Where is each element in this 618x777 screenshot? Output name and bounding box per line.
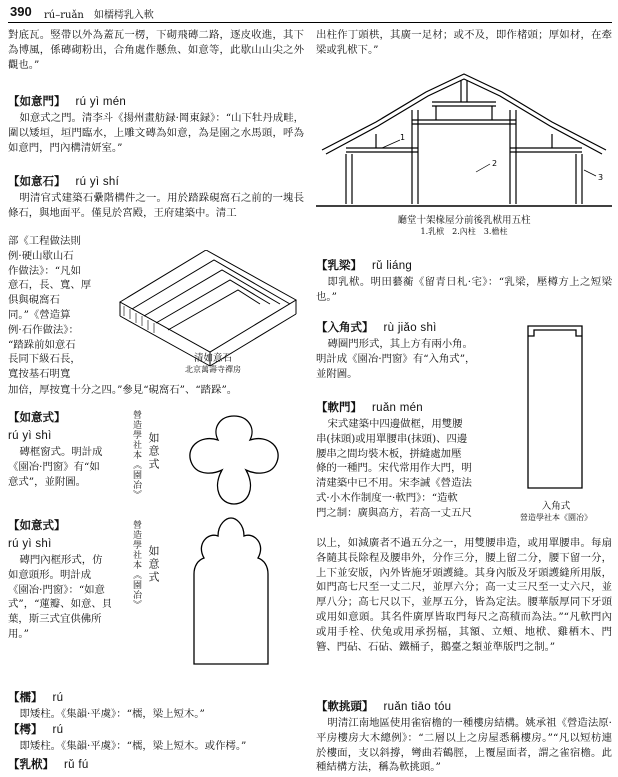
door-figure-label: 如意式 xyxy=(147,545,160,584)
hall-label-1: 1 xyxy=(400,133,406,142)
ruyishi-wrapped-text xyxy=(8,234,126,382)
entry-headword: 【軟門】 xyxy=(316,400,362,414)
entry-pinyin: rù jiǎo shì xyxy=(383,322,437,334)
entry-headword: 【樗】 xyxy=(8,722,43,736)
window-figure-source: 營造學社本《園冶》 xyxy=(131,410,141,500)
text-line: 寬按基石明寬 xyxy=(8,368,71,381)
ruyi-stone-source: 北京萬壽寺禪房 xyxy=(185,365,241,374)
rujiao-caption: 入角式 xyxy=(541,501,571,512)
entry-pinyin: rú yì shí xyxy=(75,176,120,188)
entry-headword: 【如意石】 xyxy=(8,174,66,188)
continuation-text: 出柱作丁頭栱，其廣一足材；或不及，即作楮頭；厚如材，在牽梁或乳栿下。” xyxy=(316,29,612,56)
entry-ruyimen xyxy=(8,92,304,155)
text-line: 同。”《營造算 xyxy=(8,308,71,321)
entry-body: 如意式之門。清李斗《揚州畫舫録·岡東録》：“山下牡丹成畦，圍以矮垣，垣門臨水，上雕文磚為如意，為是園之水馬頭，呼為如意門，門內構清妍室。” xyxy=(8,112,304,154)
ruyi-window-drawing xyxy=(182,412,287,508)
text-line: 清建築中已不用。宋李誡《營造法 xyxy=(316,477,472,490)
hall-figure-caption: 廳堂十架椽屋分前後乳栿用五柱 xyxy=(397,215,531,226)
ruyishi-tail xyxy=(8,383,304,398)
ruanmen-tail xyxy=(316,536,612,654)
entry-pinyin: rú yì shì xyxy=(8,430,52,442)
door-figure-source: 營造學社本《園冶》 xyxy=(131,520,141,610)
entry-body: 明清官式建築石纍階構件之一。用於踏跺硯窩石之前的一塊長條石，與地面平。僅見於宮殿，王府建築中。清工 xyxy=(8,192,304,219)
ruyi-door-drawing xyxy=(188,514,274,666)
entry-body: 明清江南地區使用雀宿檐的一種樓房結構。姚承祖《營造法原·平房樓房大木總例》：“二層以上之房屋悉稱樓房。”“凡以短枋連於樓面，支以斜撐，彎曲若鶴脛，上覆屋面者，謂之雀宿檐。此種結構方法，稱為軟挑頭。” xyxy=(316,717,612,774)
text-line: 腰串之間均裝木板，拼縫處加壓 xyxy=(316,447,462,460)
entry-ruyishi-window xyxy=(8,408,136,489)
entry-pinyin: ruǎn mén xyxy=(372,402,423,414)
rujiao-door-drawing xyxy=(520,322,590,492)
text-line: 《園冶·門窗》：“如意 xyxy=(8,583,105,596)
text-line: 串(抹頭)或用單腰串(抹頭)、四邊 xyxy=(316,432,468,445)
hall-section-drawing xyxy=(316,62,612,212)
entry-pinyin: rú xyxy=(52,692,64,704)
entry-pinyin: ruǎn tiāo tóu xyxy=(383,701,452,713)
rujiao-source: 營造學社本《園冶》 xyxy=(520,513,592,522)
entry-ru-2 xyxy=(8,720,304,754)
left-top-paragraph xyxy=(8,28,304,72)
entry-headword: 【檽】 xyxy=(8,690,43,704)
entry-headword: 【如意式】 xyxy=(8,518,66,532)
text-line: 明計成《園冶·門窗》有“入角式”， xyxy=(316,352,476,365)
text-line: 例·石作做法》： xyxy=(8,323,79,336)
text-line: 例·硬山歇山石 xyxy=(8,249,74,262)
text-line: 並附圖。 xyxy=(316,367,358,380)
entry-body: 即矮柱。《集韻·平虞》：“檽，梁上短木。” xyxy=(19,708,205,720)
entry-ruyishi-stone xyxy=(8,172,304,221)
text-line: 用。” xyxy=(8,627,29,640)
text-line: 磚門內框形式，仿 xyxy=(19,554,103,566)
entry-body: 即乳栿。明田藝蘅《留青日札·宅》：“乳梁，壓樽方上之短梁也。” xyxy=(316,276,612,303)
entry-ruyishi-door xyxy=(8,516,136,642)
entry-pinyin: rú yì shì xyxy=(8,538,52,550)
entry-headword: 【如意門】 xyxy=(8,94,66,108)
entry-rufu xyxy=(8,755,304,774)
window-figure-label: 如意式 xyxy=(147,432,160,471)
entry-body-tail: 以上，如減廣者不過五分之一，用雙腰串造，或用單腰串。每扇各隨其長除程及腰串外，分作三分，腰上留二分，腰下留一分，上下並安版，內外皆施牙頭護縫。其身內版及牙頭護縫所用版，如門高七尺至一丈二尺，並厚六分；高一丈三尺至一丈六尺，並厚八分；高七尺以下，並厚五分，皆為定法。腰華版厚同下牙頭或用如意頭。其名件廣厚皆取門每尺之高積而為法。”“凡軟門內或用手栓、伏兔或用承拐楅，其額、立頰、地栿、雞栖木、門簪、門砧、石砧、鐵桶子，鵝臺之類並準版門之制。” xyxy=(316,537,612,653)
entry-pinyin: rú yì mén xyxy=(75,96,127,108)
entry-headword: 【乳栿】 xyxy=(8,757,54,771)
page-number: 390 xyxy=(10,4,32,19)
entry-pinyin: rǔ liáng xyxy=(372,260,413,272)
running-head: rú–ruǎn 如檽樗乳入軟 xyxy=(44,10,154,21)
entry-ruliang xyxy=(316,256,612,305)
entry-body: 即矮柱。《集韻·平虞》：“檽，梁上短木。或作樗。” xyxy=(19,740,247,752)
entry-pinyin: rú xyxy=(52,724,64,736)
entry-rujiaoshi xyxy=(316,318,512,381)
text-line: 條的一種門。宋代常用作大門，明 xyxy=(316,462,472,475)
text-line: 宋式建築中四邊做框，用雙腰 xyxy=(327,418,463,430)
text-line: 長同下級石長， xyxy=(8,353,81,366)
text-line: 式·小木作制度一·軟門》：“造軟 xyxy=(316,491,458,504)
hall-label-2: 2 xyxy=(492,159,498,168)
text-line: 意石，長、寬、厚 xyxy=(8,279,92,292)
entry-headword: 【乳梁】 xyxy=(316,258,362,272)
text-line: 《園冶·門窗》有“如 xyxy=(8,460,100,473)
text-line: 磚圈門形式，其上方有兩小角。 xyxy=(327,338,473,350)
text-line: 式”，“蓮瓣、如意、貝 xyxy=(8,598,113,611)
text-line: 磚框窗式。明計成 xyxy=(19,446,103,458)
continuation-text: 對底瓦。竪帶以外為蓋瓦一楞，下砌飛磚二路，逐皮收進，其下為博風，係磚砌粉出，合角處作懸魚、如意等，此歇山山尖之外觀也。” xyxy=(8,29,304,71)
header-rule xyxy=(8,22,612,23)
entry-headword: 【軟挑頭】 xyxy=(316,699,374,713)
text-line: 如意頭形。明計成 xyxy=(8,568,92,581)
hall-figure-legend: 1.乳栿 2.內柱 3.檐柱 xyxy=(420,227,508,236)
text-line: 意式”，並附圖。 xyxy=(8,475,87,488)
entry-ruanmen xyxy=(316,398,514,521)
entry-ruantiaotou xyxy=(316,697,612,775)
text-line: 門之制：廣與高方，若高一丈五尺 xyxy=(316,506,472,519)
text-line: 俱與硯窩石 xyxy=(8,294,60,307)
text-line: 葉，斯三式宜供佛所 xyxy=(8,613,102,626)
hall-label-3: 3 xyxy=(598,173,604,182)
entry-ru-1 xyxy=(8,688,304,722)
right-top-paragraph xyxy=(316,28,612,58)
text-line: 作做法》：“凡如 xyxy=(8,264,81,277)
ruyi-stone-caption: 清如意石 xyxy=(193,353,232,364)
entry-body-tail: 加倍，厚按寬十分之四。”參見“硯窩石”、“踏跺”。 xyxy=(8,384,238,396)
text-line: 部《工程做法則 xyxy=(8,235,81,247)
entry-pinyin: rǔ fú xyxy=(64,759,89,771)
entry-headword: 【入角式】 xyxy=(316,320,374,334)
text-line: “踏跺前如意石 xyxy=(8,338,76,351)
entry-headword: 【如意式】 xyxy=(8,410,66,424)
